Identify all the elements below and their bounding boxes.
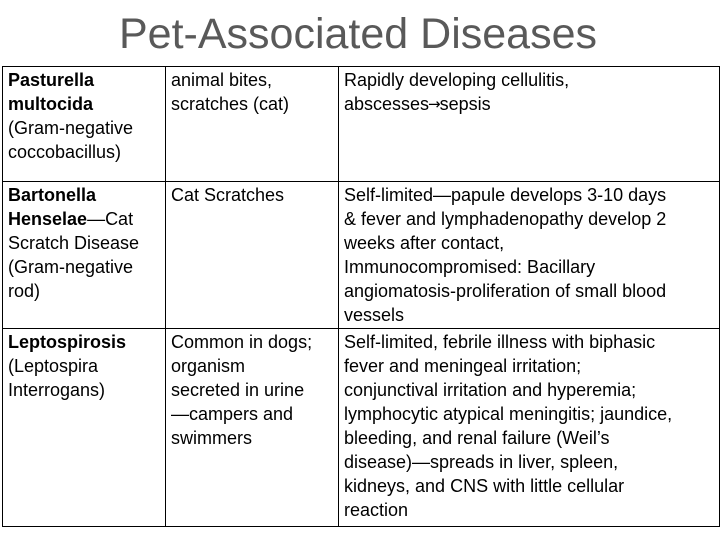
organism-cell <box>3 182 166 329</box>
organism-detail: (Leptospira <box>8 356 99 376</box>
description-text: vessels <box>344 305 405 325</box>
description-cell <box>339 182 720 329</box>
page-title: Pet-Associated Diseases <box>119 10 597 58</box>
description-text: conjunctival irritation and hyperemia; <box>344 380 637 400</box>
source-text: animal bites, <box>171 70 273 90</box>
description-text: reaction <box>344 500 409 520</box>
source-cell <box>166 329 339 527</box>
organism-detail: (Gram-negative <box>8 118 134 138</box>
organism-detail: Scratch Disease <box>8 233 140 253</box>
organism-name: Henselae <box>8 209 88 229</box>
description-text <box>344 92 715 116</box>
table-row <box>3 329 720 527</box>
organism-name: multocida <box>8 94 94 114</box>
organism-detail: Interrogans) <box>8 380 106 400</box>
organism-cell <box>3 67 166 182</box>
description-text: fever and meningeal irritation; <box>344 356 582 376</box>
description-text: Self-limited—papule develops 3-10 days <box>344 185 667 205</box>
organism-detail: (Gram-negative <box>8 257 134 277</box>
source-text: organism <box>171 356 246 376</box>
description-cell <box>339 67 720 182</box>
description-text: sepsis <box>439 94 491 114</box>
organism-detail: —Cat <box>87 209 134 229</box>
source-text: —campers and <box>171 404 294 424</box>
source-text: Cat Scratches <box>171 185 285 205</box>
description-text: Self-limited, febrile illness with biphasic <box>344 332 656 352</box>
organism-cell <box>3 329 166 527</box>
organism-name <box>8 207 161 231</box>
organism-name: Pasturella <box>8 70 95 90</box>
description-text: angiomatosis-proliferation of small blood <box>344 281 667 301</box>
description-text: Immunocompromised: Bacillary <box>344 257 596 277</box>
description-cell <box>339 329 720 527</box>
table-row <box>3 182 720 329</box>
source-cell <box>166 67 339 182</box>
description-text: bleeding, and renal failure (Weil’s <box>344 428 610 448</box>
description-text: abscesses <box>344 94 430 114</box>
organism-detail: rod) <box>8 281 41 301</box>
right-arrow-icon: → <box>428 95 441 113</box>
description-text: disease)—spreads in liver, spleen, <box>344 452 619 472</box>
description-text: lymphocytic atypical meningitis; jaundice, <box>344 404 673 424</box>
table-row <box>3 67 720 182</box>
source-cell <box>166 182 339 329</box>
disease-table <box>2 66 720 527</box>
source-text: scratches (cat) <box>171 94 290 114</box>
description-text: weeks after contact, <box>344 233 505 253</box>
organism-detail: coccobacillus) <box>8 142 122 162</box>
description-text: Rapidly developing cellulitis, <box>344 70 570 90</box>
description-text: kidneys, and CNS with little cellular <box>344 476 625 496</box>
organism-name: Leptospirosis <box>8 332 127 352</box>
source-text: Common in dogs; <box>171 332 313 352</box>
source-text: secreted in urine <box>171 380 305 400</box>
organism-name: Bartonella <box>8 185 97 205</box>
source-text: swimmers <box>171 428 252 448</box>
description-text: & fever and lymphadenopathy develop 2 <box>344 209 667 229</box>
